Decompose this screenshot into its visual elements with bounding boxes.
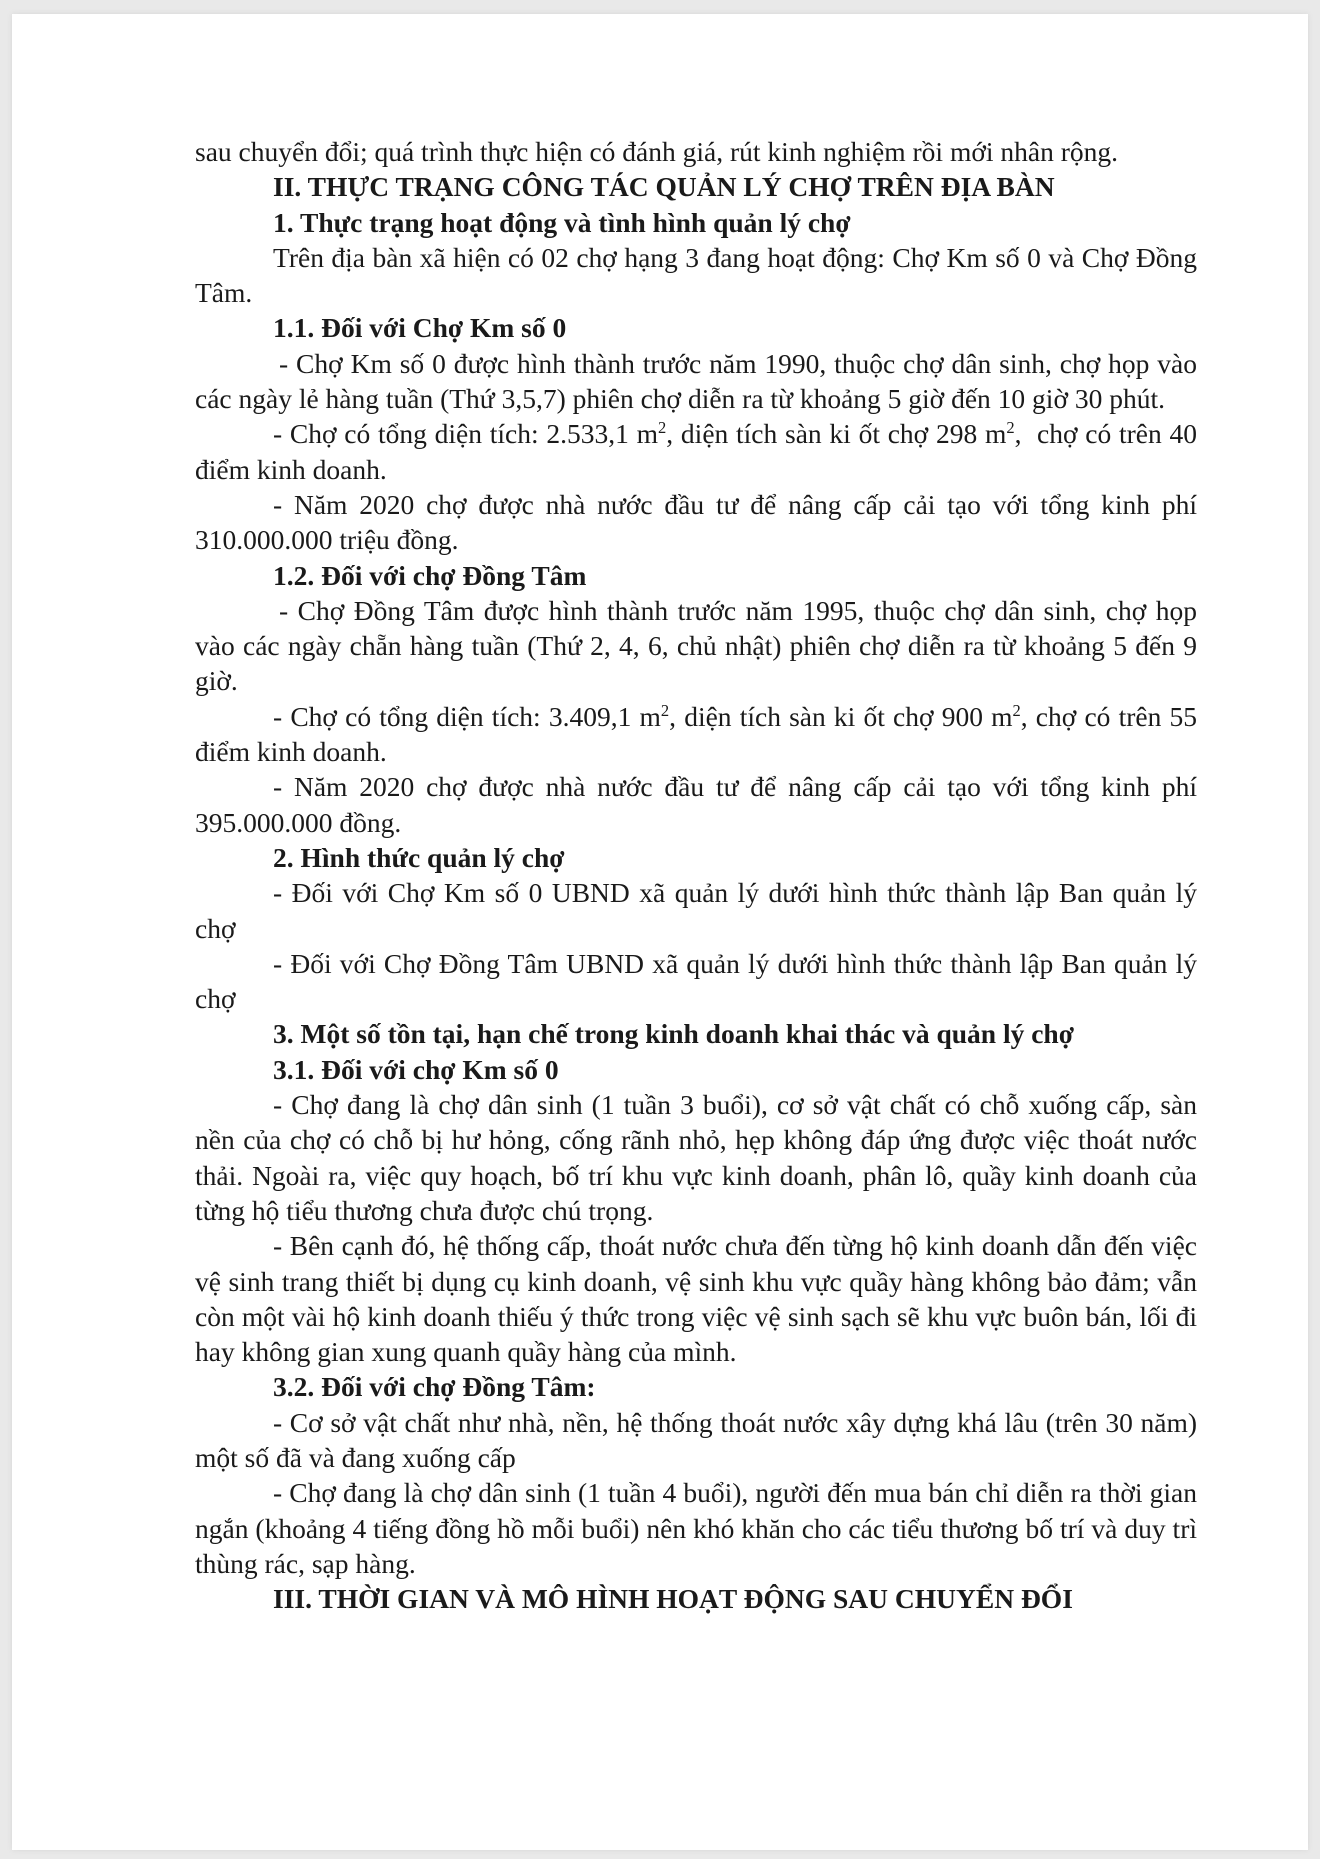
- paragraph-dongtam-management: - Đối với Chợ Đồng Tâm UBND xã quản lý dưới hình thức thành lập Ban quản lý chợ: [195, 947, 1197, 1015]
- subheading-3-2: 3.2. Đối với chợ Đồng Tâm:: [273, 1371, 596, 1403]
- paragraph-km0-issues-1: - Chợ đang là chợ dân sinh (1 tuần 3 buổi), cơ sở vật chất có chỗ xuống cấp, sàn nền của chợ có chỗ bị hư hỏng, cống rãnh nhỏ, hẹp không đáp ứng được việc thoát nước thải. Ngoài ra, việc quy hoạch, bố trí khu vực kinh doanh, phân lô, quầy kinh doanh của từng hộ tiểu thương chưa được chú trọng.: [195, 1089, 1197, 1226]
- subheading-2: 2. Hình thức quản lý chợ: [273, 841, 565, 873]
- paragraph-km0-area: - Chợ có tổng diện tích: 2.533,1 $m^2$, diện tích sàn ki ốt chợ 298 $m^2$, chợ có trên 40 điểm kinh doanh.: [195, 418, 1197, 485]
- paragraph-km0-investment: - Năm 2020 chợ được nhà nước đầu tư để nâng cấp cải tạo với tổng kinh phí 310.000.000 triệu đồng.: [195, 488, 1197, 556]
- paragraph-dongtam-issues-2: - Chợ đang là chợ dân sinh (1 tuần 4 buổi), người đến mua bán chỉ diễn ra thời gian ngắn (khoảng 4 tiếng đồng hồ mỗi buổi) nên khó khăn cho các tiểu thương bố trí và duy trì thùng rác, sạp hàng.: [195, 1477, 1197, 1579]
- paragraph-markets-overview: Trên địa bàn xã hiện có 02 chợ hạng 3 đang hoạt động: Chợ Km số 0 và Chợ Đồng Tâm.: [195, 241, 1197, 309]
- subheading-1-1: 1.1. Đối với Chợ Km số 0: [273, 312, 567, 344]
- paragraph-km0-history: - Chợ Km số 0 được hình thành trước năm 1990, thuộc chợ dân sinh, chợ họp vào các ngày lẻ hàng tuần (Thứ 3,5,7) phiên chợ diễn ra từ khoảng 5 giờ đến 10 giờ 30 phút.: [195, 347, 1197, 415]
- paragraph-dongtam-investment: - Năm 2020 chợ được nhà nước đầu tư để nâng cấp cải tạo với tổng kinh phí 395.000.000 đồng.: [195, 771, 1197, 838]
- document-page: [12, 14, 1308, 1850]
- document-body: [195, 134, 1197, 1616]
- paragraph-km0-management: - Đối với Chợ Km số 0 UBND xã quản lý dưới hình thức thành lập Ban quản lý chợ: [195, 877, 1197, 944]
- section-heading-iii: III. THỜI GIAN VÀ MÔ HÌNH HOẠT ĐỘNG SAU CHUYỂN ĐỔI: [273, 1583, 1073, 1615]
- subheading-3-1: 3.1. Đối với chợ Km số 0: [273, 1053, 559, 1085]
- paragraph-dongtam-area: - Chợ có tổng diện tích: 3.409,1 $m^2$, diện tích sàn ki ốt chợ 900 $m^2$, chợ có trên 55 điểm kinh doanh.: [195, 700, 1197, 768]
- subheading-3: 3. Một số tồn tại, hạn chế trong kinh doanh khai thác và quản lý chợ: [273, 1018, 1074, 1050]
- subheading-1-2: 1.2. Đối với chợ Đồng Tâm: [273, 559, 587, 591]
- paragraph-dongtam-issues-1: - Cơ sở vật chất như nhà, nền, hệ thống thoát nước xây dựng khá lâu (trên 30 năm) một số đã và đang xuống cấp: [195, 1406, 1197, 1473]
- paragraph-dongtam-history: - Chợ Đồng Tâm được hình thành trước năm 1995, thuộc chợ dân sinh, chợ họp vào các ngày chẵn hàng tuần (Thứ 2, 4, 6, chủ nhật) phiên chợ diễn ra từ khoảng 5 đến 9 giờ.: [195, 594, 1197, 697]
- section-heading-ii: II. THỰC TRẠNG CÔNG TÁC QUẢN LÝ CHỢ TRÊN ĐỊA BÀN: [273, 171, 1055, 203]
- paragraph-intro-continuation: sau chuyển đổi; quá trình thực hiện có đánh giá, rút kinh nghiệm rồi mới nhân rộng.: [195, 136, 1119, 167]
- subheading-1: 1. Thực trạng hoạt động và tình hình quản lý chợ: [273, 206, 851, 238]
- paragraph-km0-issues-2: - Bên cạnh đó, hệ thống cấp, thoát nước chưa đến từng hộ kinh doanh dẫn đến việc vệ sinh trang thiết bị dụng cụ kinh doanh, vệ sinh khu vực quầy hàng không bảo đảm; vẫn còn một vài hộ kinh doanh thiếu ý thức trong việc vệ sinh sạch sẽ khu vực buôn bán, lối đi hay không gian xung quanh quầy hàng của mình.: [195, 1230, 1197, 1368]
